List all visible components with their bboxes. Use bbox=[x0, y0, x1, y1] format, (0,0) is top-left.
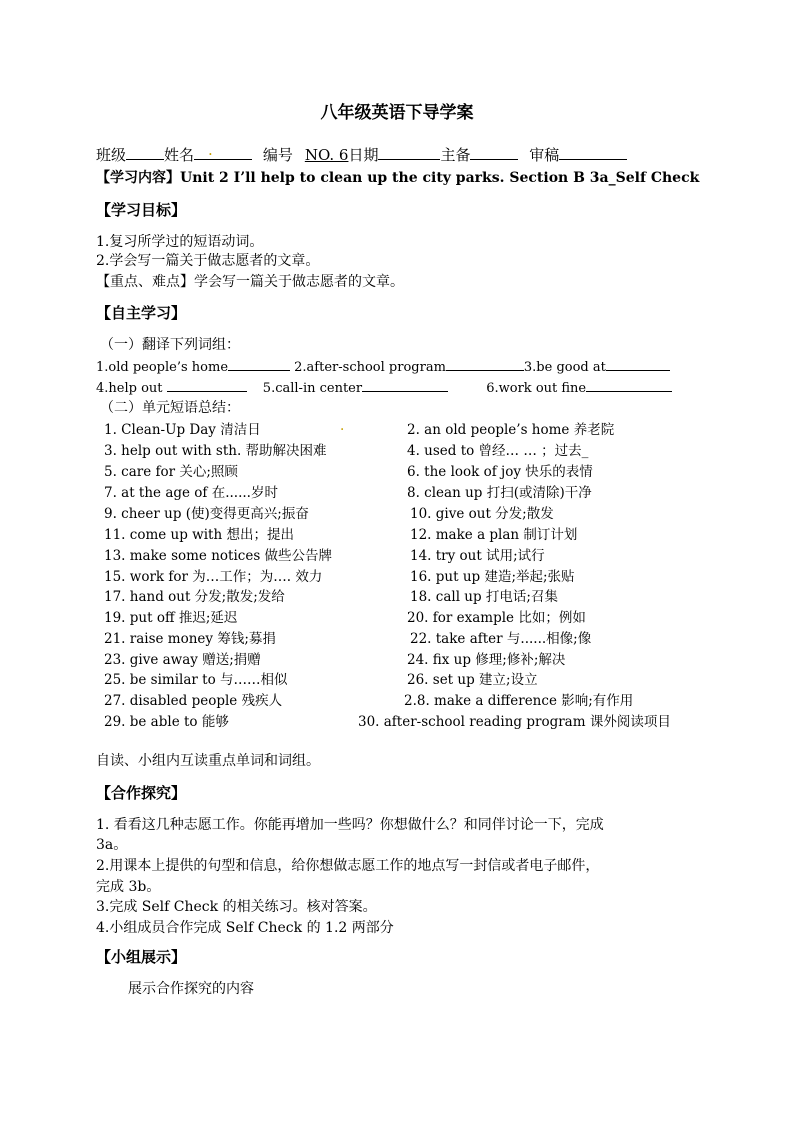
group-show-text: 展示合作探究的内容 bbox=[128, 981, 254, 997]
phrase-item: 9. cheer up (使)变得更高兴;振奋 bbox=[104, 506, 309, 522]
translate-item: 4.help out bbox=[96, 381, 163, 396]
study-content-label: 【学习内容】 bbox=[96, 170, 180, 186]
cooperation-line: 1. 看看这几种志愿工作。你能再增加一些吗？你想做什么？和同伴讨论一下，完成 bbox=[96, 817, 604, 833]
class-blank[interactable] bbox=[126, 145, 164, 160]
date-label: 日期 bbox=[348, 146, 379, 164]
translate-item: 2.after-school program bbox=[294, 360, 446, 375]
self-study-heading: 【自主学习】 bbox=[96, 304, 187, 322]
class-label: 班级 bbox=[96, 146, 127, 164]
author-label: 主备 bbox=[440, 146, 471, 164]
cooperation-heading: 【合作探究】 bbox=[96, 784, 187, 802]
phrase-item: 3. help out with sth. 帮助解决困难 bbox=[104, 443, 327, 459]
phrase-item: 30. after-school reading program 课外阅读项目 bbox=[358, 714, 671, 730]
phrase-item: 6. the look of joy 快乐的表情 bbox=[407, 464, 593, 480]
study-content-text: Unit 2 I’ll help to clean up the city parks. Section B 3a_Self Check bbox=[180, 170, 700, 186]
phrase-item: 23. give away 赠送;捐赠 bbox=[104, 652, 261, 668]
answer-blank[interactable] bbox=[606, 356, 670, 371]
phrase-item: 22. take after 与......相像;像 bbox=[410, 631, 592, 647]
translate-item: 3.be good at bbox=[523, 360, 606, 375]
phrase-item: 29. be able to 能够 bbox=[104, 714, 229, 730]
key-points bbox=[96, 271, 404, 291]
self-study-note: 自读、小组内互读重点单词和词组。 bbox=[96, 753, 320, 769]
phrase-item: 19. put off 推迟;延迟 bbox=[104, 610, 238, 626]
phrase-item: 8. clean up 打扫(或清除)干净 bbox=[407, 485, 592, 501]
phrase-item: 24. fix up 修理;修补;解决 bbox=[407, 652, 566, 668]
translate-line-2 bbox=[96, 377, 672, 396]
phrase-item: 26. set up 建立;设立 bbox=[407, 672, 538, 688]
phrase-item: 10. give out 分发;散发 bbox=[410, 506, 554, 522]
cooperation-line: 4.小组成员合作完成 Self Check 的 1.2 两部分 bbox=[96, 920, 394, 936]
cooperation-line: 2.用课本上提供的句型和信息，给你想做志愿工作的地点写一封信或者电子邮件， bbox=[96, 858, 600, 874]
phrase-item: 21. raise money 筹钱;募捐 bbox=[104, 631, 276, 647]
cooperation-line: 完成 3b。 bbox=[96, 879, 161, 895]
date-blank[interactable] bbox=[378, 145, 440, 160]
phrase-item: 27. disabled people 残疾人 bbox=[104, 693, 283, 709]
study-content-line bbox=[96, 167, 699, 187]
part2-heading: （二）单元短语总结： bbox=[100, 400, 240, 416]
answer-blank[interactable] bbox=[586, 377, 672, 392]
phrase-item: 14. try out 试用;试行 bbox=[410, 548, 545, 564]
number-label: 编号 bbox=[262, 146, 293, 164]
phrase-item: 13. make some notices 做些公告牌 bbox=[104, 548, 333, 564]
answer-blank[interactable] bbox=[167, 377, 247, 392]
name-label: 姓名 bbox=[164, 146, 195, 164]
phrase-item: 5. care for 关心;照顾 bbox=[104, 464, 238, 480]
answer-blank[interactable] bbox=[362, 377, 448, 392]
phrase-item: 4. used to 曾经… … ；过去_ bbox=[407, 443, 589, 459]
cooperation-line: 3a。 bbox=[96, 837, 128, 853]
name-dot: . bbox=[208, 141, 213, 159]
phrase-item: 17. hand out 分发;散发;发给 bbox=[104, 589, 285, 605]
review-label: 审稿 bbox=[529, 146, 560, 164]
name-blank[interactable] bbox=[194, 141, 252, 160]
phrase-item: 7. at the age of 在......岁时 bbox=[104, 485, 278, 501]
objective-2: 2.学会写一篇关于做志愿者的文章。 bbox=[96, 253, 320, 269]
phrase-item: 18. call up 打电话;召集 bbox=[410, 589, 558, 605]
group-show-heading: 【小组展示】 bbox=[96, 948, 187, 966]
review-blank[interactable] bbox=[559, 145, 627, 160]
phrase-item: 2.8. make a difference 影响;有作用 bbox=[404, 693, 634, 709]
phrase-item: 2. an old people’s home 养老院 bbox=[407, 422, 615, 438]
translate-item: 1.old people’s home bbox=[96, 360, 229, 375]
objectives-heading: 【学习目标】 bbox=[96, 201, 187, 219]
phrase-item: 15. work for 为…工作；为…. 效力 bbox=[104, 569, 323, 585]
answer-blank[interactable] bbox=[228, 356, 290, 371]
phrase-item: 16. put up 建造;举起;张贴 bbox=[410, 569, 575, 585]
author-blank[interactable] bbox=[470, 145, 518, 160]
cooperation-line: 3.完成 Self Check 的相关练习。核对答案。 bbox=[96, 899, 377, 915]
phrase-item: 12. make a plan 制订计划 bbox=[410, 527, 578, 543]
part1-heading: （一）翻译下列词组： bbox=[100, 337, 240, 353]
key-points-text: 学会写一篇关于做志愿者的文章。 bbox=[194, 274, 404, 290]
key-points-label: 【重点、难点】 bbox=[96, 274, 194, 290]
page-title: 八年级英语下导学案 bbox=[320, 103, 474, 123]
number-value: NO. 6 bbox=[304, 146, 349, 164]
header-line bbox=[96, 141, 627, 165]
objective-1: 1.复习所学过的短语动词。 bbox=[96, 234, 264, 250]
stray-dot: . bbox=[340, 418, 345, 434]
answer-blank[interactable] bbox=[446, 356, 524, 371]
translate-item: 6.work out fine bbox=[486, 381, 587, 396]
phrase-item: 1. Clean-Up Day 清洁日 bbox=[104, 422, 261, 438]
phrase-item: 25. be similar to 与……相似 bbox=[104, 672, 288, 688]
translate-line-1 bbox=[96, 356, 670, 375]
phrase-item: 20. for example 比如；例如 bbox=[407, 610, 586, 626]
translate-item: 5.call-in center bbox=[262, 381, 363, 396]
phrase-item: 11. come up with 想出；提出 bbox=[104, 527, 294, 543]
